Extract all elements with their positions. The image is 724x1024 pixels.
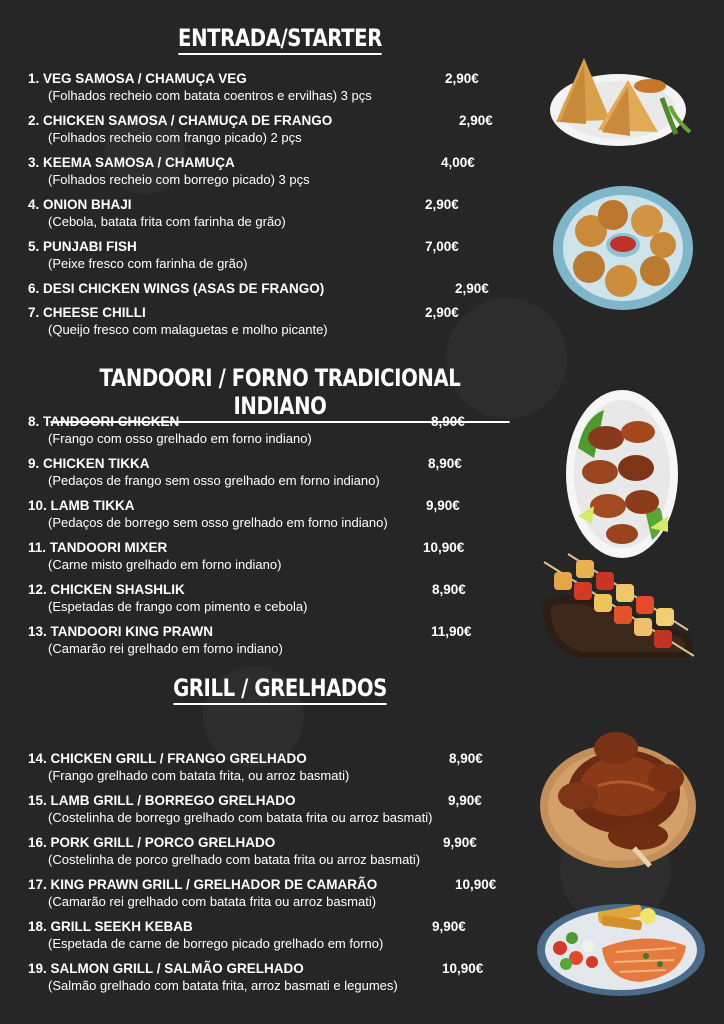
item-description: (Folhados recheio com batata coentros e ervilhas) 3 pçs (48, 88, 372, 103)
item-description: (Camarão rei grelhado com batata frita ou arroz basmati) (48, 894, 377, 909)
menu-item (0, 623, 540, 663)
item-description: (Espetada de carne de borrego picado grelhado em forno) (48, 936, 384, 951)
menu-item (0, 792, 540, 832)
tandoori-chicken-plate-photo (564, 388, 680, 560)
item-price: 10,90€ (423, 540, 465, 555)
item-price: 2,90€ (445, 71, 479, 86)
item-name: 9. CHICKEN TIKKA (28, 456, 150, 471)
menu-item (0, 834, 540, 874)
item-price: 2,90€ (425, 197, 459, 212)
item-price: 8,90€ (449, 751, 483, 766)
menu-item (0, 497, 540, 537)
item-name: 5. PUNJABI FISH (28, 239, 137, 254)
section-title-starter: ENTRADA/STARTER (50, 24, 509, 55)
item-name: 18. GRILL SEEKH KEBAB (28, 919, 193, 934)
item-name: 10. LAMB TIKKA (28, 498, 135, 513)
onion-bhaji-plate-photo (551, 183, 696, 313)
item-name: 3. KEEMA SAMOSA / CHAMUÇA (28, 155, 235, 170)
item-price: 2,90€ (425, 305, 459, 320)
menu-item (0, 304, 540, 344)
item-description: (Folhados recheio com borrego picado) 3 pçs (48, 172, 310, 187)
menu-item (0, 238, 540, 278)
item-price: 11,90€ (431, 624, 472, 639)
menu-item (0, 960, 540, 1000)
item-name: 19. SALMON GRILL / SALMÃO GRELHADO (28, 961, 304, 976)
item-description: (Peixe fresco com farinha de grão) (48, 256, 248, 271)
item-price: 10,90€ (442, 961, 484, 976)
item-name: 8. TANDOORI CHICKEN (28, 414, 180, 429)
item-description: (Queijo fresco com malaguetas e molho picante) (48, 322, 328, 337)
item-price: 4,00€ (441, 155, 475, 170)
item-description: (Salmão grelhado com batata frita, arroz basmati e legumes) (48, 978, 398, 993)
item-price: 7,00€ (425, 239, 459, 254)
item-name: 7. CHEESE CHILLI (28, 305, 146, 320)
item-price: 8,90€ (428, 456, 462, 471)
item-description: (Costelinha de borrego grelhado com batata frita ou arroz basmati) (48, 810, 433, 825)
item-price: 8,90€ (432, 582, 466, 597)
menu-item (0, 918, 540, 958)
item-price: 2,90€ (455, 281, 489, 296)
item-description: (Cebola, batata frita com farinha de grão) (48, 214, 286, 229)
item-name: 13. TANDOORI KING PRAWN (28, 624, 214, 639)
item-name: 6. DESI CHICKEN WINGS (ASAS DE FRANGO) (28, 281, 325, 296)
item-description: (Frango com osso grelhado em forno indiano) (48, 431, 312, 446)
item-price: 10,90€ (455, 877, 497, 892)
item-name: 1. VEG SAMOSA / CHAMUÇA VEG (28, 71, 247, 86)
menu-item (0, 750, 540, 790)
menu-item (0, 581, 540, 621)
item-price: 9,90€ (443, 835, 477, 850)
item-name: 14. CHICKEN GRILL / FRANGO GRELHADO (28, 751, 307, 766)
menu-item (0, 196, 540, 236)
menu-item (0, 154, 540, 194)
menu-item (0, 413, 540, 453)
item-description: (Frango grelhado com batata frita, ou arroz basmati) (48, 768, 350, 783)
item-description: (Costelinha de porco grelhado com batata frita ou arroz basmati) (48, 852, 421, 867)
item-name: 17. KING PRAWN GRILL / GRELHADOR DE CAMARÃO (28, 877, 378, 892)
item-description: (Pedaços de borrego sem osso grelhado em forno indiano) (48, 515, 388, 530)
item-name: 15. LAMB GRILL / BORREGO GRELHADO (28, 793, 296, 808)
item-description: (Folhados recheio com frango picado) 2 pçs (48, 130, 302, 145)
item-description: (Carne misto grelhado em forno indiano) (48, 557, 282, 572)
menu-item (0, 539, 540, 579)
menu-item (0, 876, 540, 916)
item-price: 9,90€ (432, 919, 466, 934)
menu-item (0, 70, 540, 110)
item-name: 4. ONION BHAJI (28, 197, 132, 212)
menu-item (0, 112, 540, 152)
menu-item (0, 455, 540, 495)
item-price: 2,90€ (459, 113, 493, 128)
samosa-plate-photo (546, 50, 696, 155)
item-description: (Camarão rei grelhado em forno indiano) (48, 641, 283, 656)
item-name: 16. PORK GRILL / PORCO GRELHADO (28, 835, 276, 850)
grilled-chicken-board-photo (538, 726, 702, 872)
section-title-tandoori: TANDOORI / FORNO TRADICIONAL INDIANO (50, 364, 509, 423)
item-price: 9,90€ (448, 793, 482, 808)
item-price: 8,90€ (431, 414, 465, 429)
shashlik-skewers-photo (538, 548, 698, 666)
item-name: 11. TANDOORI MIXER (28, 540, 168, 555)
item-description: (Espetadas de frango com pimento e cebola) (48, 599, 308, 614)
item-name: 2. CHICKEN SAMOSA / CHAMUÇA DE FRANGO (28, 113, 333, 128)
item-price: 9,90€ (426, 498, 460, 513)
item-name: 12. CHICKEN SHASHLIK (28, 582, 185, 597)
salmon-plate-photo (536, 900, 706, 998)
item-description: (Pedaços de frango sem osso grelhado em forno indiano) (48, 473, 380, 488)
section-title-grill: GRILL / GRELHADOS (50, 674, 509, 705)
